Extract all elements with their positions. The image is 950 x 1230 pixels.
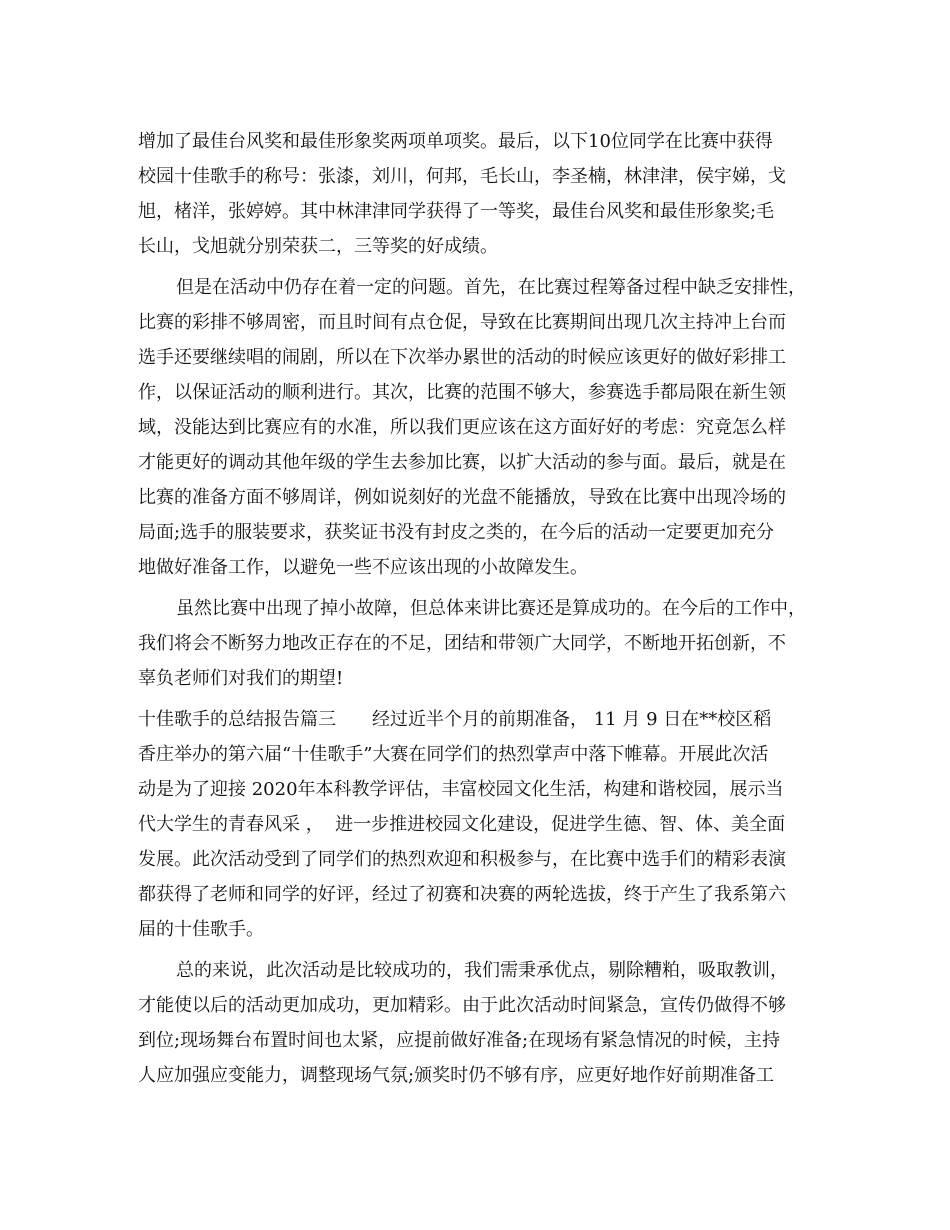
text-line: 动是为了迎接 2020年本科教学评估，丰富校园文化生活，构建和谐校园，展示当 bbox=[138, 779, 784, 800]
text-line: 香庄举办的第六届“十佳歌手”大赛在同学们的热烈掌声中落下帷幕。开展此次活 bbox=[138, 744, 769, 765]
text-line: 局面;选手的服装要求，获奖证书没有封皮之类的，在今后的活动一定要更加充分 bbox=[138, 522, 775, 543]
text-line: 都获得了老师和同学的好评，经过了初赛和决赛的两轮选拔，终于产生了我系第六 bbox=[138, 884, 786, 905]
text-line: 长山，戈旭就分别荣获二，三等奖的好成绩。 bbox=[138, 236, 498, 257]
text-line: 发展。此次活动受到了同学们的热烈欢迎和积极参与，在比赛中选手们的精彩表演 bbox=[138, 849, 786, 870]
section-heading-line: 十佳歌手的总结报告篇三 经过近半个月的前期准备， 11 月 9 日在**校区稻 bbox=[138, 709, 772, 730]
text-line: 选手还要继续唱的闹剧，所以在下次举办累世的活动的时候应该更好的做好彩排工 bbox=[138, 347, 786, 368]
text-line: 代大学生的青春风采 ， 进一步推进校园文化建设，促进学生德、智、体、美全面 bbox=[138, 814, 786, 835]
text-line: 辜负老师们对我们的期望! bbox=[138, 668, 344, 689]
text-line: 比赛的彩排不够周密，而且时间有点仓促，导致在比赛期间出现几次主持冲上台而 bbox=[138, 312, 786, 333]
text-line: 增加了最佳台风奖和最佳形象奖两项单项奖。最后，以下10位同学在比赛中获得 bbox=[138, 131, 773, 152]
text-line: 到位;现场舞台布置时间也太紧，应提前做好准备;在现场有紧急情况的时候，主持 bbox=[138, 1030, 781, 1051]
text-line: 总的来说，此次活动是比较成功的，我们需秉承优点，剔除糟粕，吸取教训， bbox=[176, 960, 788, 981]
text-line: 人应加强应变能力，调整现场气氛;颁奖时仍不够有序，应更好地作好前期准备工 bbox=[138, 1065, 775, 1086]
text-line: 才能更好的调动其他年级的学生去参加比赛，以扩大活动的参与面。最后，就是在 bbox=[138, 452, 786, 473]
text-line: 域，没能达到比赛应有的水准，所以我们更应该在这方面好好的考虑：究竟怎么样 bbox=[138, 417, 786, 438]
text-line: 地做好准备工作，以避免一些不应该出现的小故障发生。 bbox=[138, 557, 588, 578]
text-line: 旭，楮洋，张婷婷。其中林津津同学获得了一等奖，最佳台风奖和最佳形象奖;毛 bbox=[138, 201, 775, 222]
text-line: 才能使以后的活动更加成功，更加精彩。由于此次活动时间紧急，宣传仍做得不够 bbox=[138, 995, 786, 1016]
text-line: 比赛的准备方面不够周详，例如说刻好的光盘不能播放，导致在比赛中出现冷场的 bbox=[138, 487, 786, 508]
text-line: 我们将会不断努力地改正存在的不足，团结和带领广大同学，不断地开拓创新，不 bbox=[138, 633, 786, 654]
text-line: 作，以保证活动的顺利进行。其次，比赛的范围不够大，参赛选手都局限在新生领 bbox=[138, 382, 786, 403]
text-line: 虽然比赛中出现了掉小故障，但总体来讲比赛还是算成功的。在今后的工作中， bbox=[176, 598, 806, 619]
text-line: 届的十佳歌手。 bbox=[138, 919, 264, 940]
text-line: 校园十佳歌手的称号：张漆，刘川，何邦，毛长山，李圣楠，林津津，侯宇娣，戈 bbox=[138, 166, 786, 187]
text-line: 但是在活动中仍存在着一定的问题。首先，在比赛过程筹备过程中缺乏安排性， bbox=[176, 277, 806, 298]
